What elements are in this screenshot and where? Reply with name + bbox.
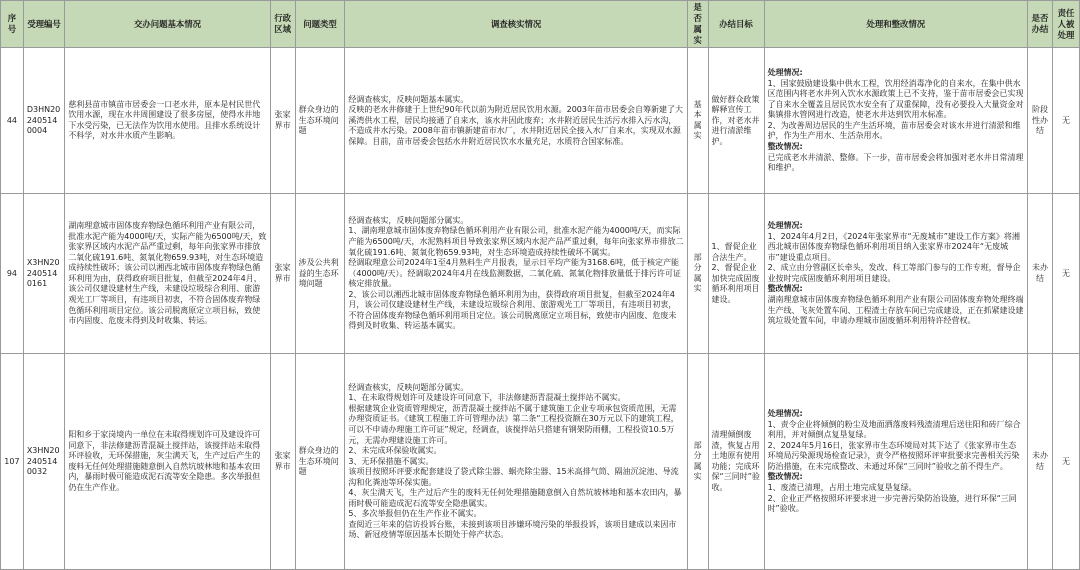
text-line: 经调查核实，反映问题基本属实。 <box>348 94 469 104</box>
header-investigation: 调查核实情况 <box>345 1 687 48</box>
cell-region: 张家界市 <box>270 354 295 570</box>
rectify-title: 整改情况: <box>767 472 803 482</box>
cell-code: D3HN202405140004 <box>23 48 65 194</box>
header-goal: 办结目标 <box>708 1 764 48</box>
cell-content: 湖南理意城市固体废弃物绿色循环利用产业有限公司，批准水泥产能为4000吨/天，实际产能为6500吨/天，致张家界区域内水泥产品严重过剩，每年向张家界市排放二氧化硫191.6吨、氮氧化物659.93吨，对生态环境造成持续性破坏；该公司以湘西北城市固体废弃物绿色循环利用为由，获得政府项目批复，但截至2024年4月，该公司仅建设建材生产线，未建设垃圾综合利用、旅游观光工厂等项目，有违项目初衷，不符合固体废弃物绿色循环利用项目定位。该公司脱离原定立项目标，致使市内固废、危废未得到及时收集、转运。 <box>65 194 270 354</box>
cell-type: 涉及公共利益的生态环境问题 <box>295 194 345 354</box>
text-line: 反映的老水井修建于上世纪90年代以前为附近居民饮用水源。2003年苗市居委会自筹新建了大溪湾供水工程，居民均接通了自来水，该水井因此废弃；水井附近居民生活污水排入污水沟，不造成井水污染。2008年苗市镇新建苗市水厂，水井附近居民全接入水厂自来水，实现双水源保障。目前，苗市居委会包括水井附近居民饮水水量充足，水质符合国家标准。 <box>348 105 683 146</box>
header-code: 受理编号 <box>23 1 65 48</box>
cell-completed: 未办结 <box>1028 354 1053 570</box>
handling-item: 1、责令企业将倾倒的粉尘及地面洒落废料残渣清理后送往阳和砖厂综合利用，并对倾倒点复垦复绿。 <box>767 419 1021 440</box>
text-line: 根据建筑企业资质管理规定，沥青混凝土搅拌站不属于建筑施工企业专项承包资质范围，无需办理资质证书。《建筑工程施工许可管理办法》第二条“工程投资额在30万元以下的建筑工程，可以不申请办理施工许可证”规定，经调查，该搅拌站只搭建有钢架防雨棚，工程投资10.5万元，无需办理建设施工许可。 <box>348 403 679 445</box>
cell-region: 张家界市 <box>270 194 295 354</box>
handling-item: 2、为改善周边居民的生产生活环境，苗市居委会对该水井进行清淤和维护，作为生产用水、生活杂用水。 <box>767 120 1021 141</box>
text-line: 1、湖南理意城市固体废弃物绿色循环利用产业有限公司，批准水泥产能为4000吨/天，而实际产能为6500吨/天，水泥熟料项目导致张家界区域内水泥产品严重过剩，每年向张家界市排放二氧化硫191.6吨、氮氧化物659.93吨，对生态环境造成持续性破坏不属实。 <box>348 226 684 257</box>
cell-handling <box>764 354 1028 570</box>
text-line: 2、未完成环保验收属实。 <box>348 446 442 456</box>
header-type: 问题类型 <box>295 1 345 48</box>
cell-code: X3HN202405140032 <box>23 354 65 570</box>
handling-item: 1、国家鼓励建设集中供水工程，饮用经消毒净化的自来水，在集中供水区范围内将老水井列入饮水水源政策上已不支持，鉴于苗市居委会已实现了自来水全覆盖且居民饮水安全有了双重保障，没有必要投入大量资金对集镇排水管网进行改造，使老水井达到饮用水标准。 <box>767 78 1024 120</box>
cell-completed: 未办结 <box>1028 194 1053 354</box>
rectify-item: 1、废渣已清理，占用土地完成复垦复绿。 <box>767 482 917 492</box>
cell-accountability: 无 <box>1052 194 1079 354</box>
cell-type: 群众身边的生态环境问题 <box>295 354 345 570</box>
cell-seq: 107 <box>1 354 24 570</box>
handling-title: 处理情况: <box>767 221 803 231</box>
text-line: 该项目按照环评要求配套建设了袋式除尘器、蜗壳除尘器、15米高排气筒、隔油沉淀池、导流沟和化粪池等环保实施。 <box>348 467 679 487</box>
text-line: 1、督促企业合法生产。 <box>711 242 757 262</box>
rectify-item: 2、企业正严格按照环评要求进一步完善污染防治设施，进行环保“三同时”验收。 <box>767 493 1017 514</box>
cell-investigation <box>345 354 687 570</box>
handling-title: 处理情况: <box>767 409 803 419</box>
cell-region: 张家界市 <box>270 48 295 194</box>
cell-goal <box>708 354 764 570</box>
header-seq: 序号 <box>1 1 24 48</box>
cell-accountability: 无 <box>1052 354 1079 570</box>
cell-handling <box>764 194 1028 354</box>
rectify-item: 已完成老水井清淤、整修。下一步，苗市居委会将加强对老水井日常清理和维护。 <box>767 152 1024 173</box>
rectify-title: 整改情况: <box>767 141 803 151</box>
handling-item: 1、2024年4月2日，《2024年张家界市“无废城市”建设工作方案》将湘西北城市固体废弃物绿色循环利用项目纳入张家界市2024年“无废城市”建设重点项目。 <box>767 231 1020 262</box>
cell-seq: 94 <box>1 194 24 354</box>
cell-content: 阳和乡于家岗境内一单位在未取得规划许可及建设许可同意下，非法修建沥青混凝土搅拌站，该搅拌站未取得环评验收，无环保措施，灰尘满天飞，生产过后产生的废料无任何处理措施随意倒入自然坑坡林地和基本农田内，暴雨时极可能造成泥石流等安全隐患。多次举报但仍在生产作业。 <box>65 354 270 570</box>
text-line: 2、督促企业加快完成固废循环利用项目建设。 <box>711 263 760 304</box>
cell-handling <box>764 48 1028 194</box>
text-line: 3、无环保措施不属实。 <box>348 456 434 466</box>
cell-investigation <box>345 48 687 194</box>
text-line: 经调取理意公司2024年1至4月熟料生产月报表，显示日平均产能为3168.6吨，低于核定产能（4000吨/天）。经调取2024年4月在线监测数据，二氧化硫、氮氧化物排放量低于排污许可证核定排放量。 <box>348 258 681 289</box>
text-line: 4、灰尘满天飞，生产过后产生的废料无任何处理措施随意倒入自然坑坡林地和基本农田内，暴雨时极可能造成泥石流等安全隐患属实。 <box>348 488 682 508</box>
cell-seq: 44 <box>1 48 24 194</box>
cell-investigation <box>345 194 687 354</box>
text-line: 做好群众政策解释宣传工作，对老水井进行清淤维护。 <box>711 94 760 146</box>
text-line: 1、在未取得规划许可及建设许可同意下，非法修建沥青混凝土搅拌站不属实。 <box>348 393 626 403</box>
text-line: 经调查核实，反映问题部分属实。 <box>348 382 469 392</box>
rectify-title: 整改情况: <box>767 284 803 294</box>
cell-accountability: 无 <box>1052 48 1079 194</box>
header-content: 交办问题基本情况 <box>65 1 270 48</box>
handling-title: 处理情况: <box>767 68 803 78</box>
header-region: 行政区域 <box>270 1 295 48</box>
header-handling: 处理和整改情况 <box>764 1 1028 48</box>
cell-verified: 部分属实 <box>687 194 708 354</box>
text-line: 清理倾倒废渣，恢复占用土地原有使用功能；完成环保“三同时”验收。 <box>711 430 760 492</box>
table-row <box>1 354 1080 570</box>
table-row <box>1 194 1080 354</box>
cell-verified: 部分属实 <box>687 354 708 570</box>
rectify-item: 湖南理意城市固体废弃物绿色循环利用产业有限公司固体废弃物处理终端生产线、飞灰处置车间、工程渣土存放车间已完成建设，正在抓紧建设建筑垃圾处置车间，申请办理城市固废循环利用特许经营权。 <box>767 294 1024 326</box>
table-row <box>1 48 1080 194</box>
header-verified: 是否属实 <box>687 1 708 48</box>
cell-goal <box>708 194 764 354</box>
header-completed: 是否办结 <box>1028 1 1053 48</box>
text-line: 5、多次举报但仍在生产作业不属实。 <box>348 509 482 519</box>
text-line: 经调查核实，反映问题部分属实。 <box>348 215 469 225</box>
text-line: 2、该公司以湘西北城市固体废弃物绿色循环利用为由，获得政府项目批复，但截至2024年4月，该公司仅建设建材生产线，未建设垃圾综合利用、旅游观光工厂等项目，有违项目初衷，不符合固体废弃物绿色循环利用项目定位。该公司脱离原定立项目标，致使市内固废、危废未得到及时收集、转运基本属实。 <box>348 289 677 331</box>
cell-type: 群众身边的生态环境问题 <box>295 48 345 194</box>
text-line: 查阅近三年来的信访投诉台账，未接到该项目涉嫌环境污染的举报投诉，该项目建成以来因市场、新冠疫情等原因基本长期处于停产状态。 <box>348 519 677 540</box>
cell-code: X3HN202405140161 <box>23 194 65 354</box>
cell-verified: 基本属实 <box>687 48 708 194</box>
header-row <box>1 1 1080 48</box>
handling-item: 2、2024年5月16日，张家界市生态环境局对其下达了《张家界市生态环境局污染源现场检查记录》，责令严格按照环评审批要求完善相关污染防治措施，在未完成整改、未通过环保“三同时”验收之前不得生产。 <box>767 440 1020 471</box>
handling-item: 2、成立由分管副区长牵头，发改、科工等部门参与的工作专班，督导企业按时完成固废循环利用项目建设。 <box>767 263 1021 283</box>
cell-content: 慈利县苗市镇苗市居委会一口老水井，原本是村民世代饮用水源，现在水井周围建设了很多房屋，使得水井地下水受污染，已无法作为饮用水使用。且排水系统设计不科学，对水井水质产生影响。 <box>65 48 270 194</box>
cell-goal <box>708 48 764 194</box>
cell-completed: 阶段性办结 <box>1028 48 1053 194</box>
header-accountability: 责任人被处理 <box>1052 1 1079 48</box>
